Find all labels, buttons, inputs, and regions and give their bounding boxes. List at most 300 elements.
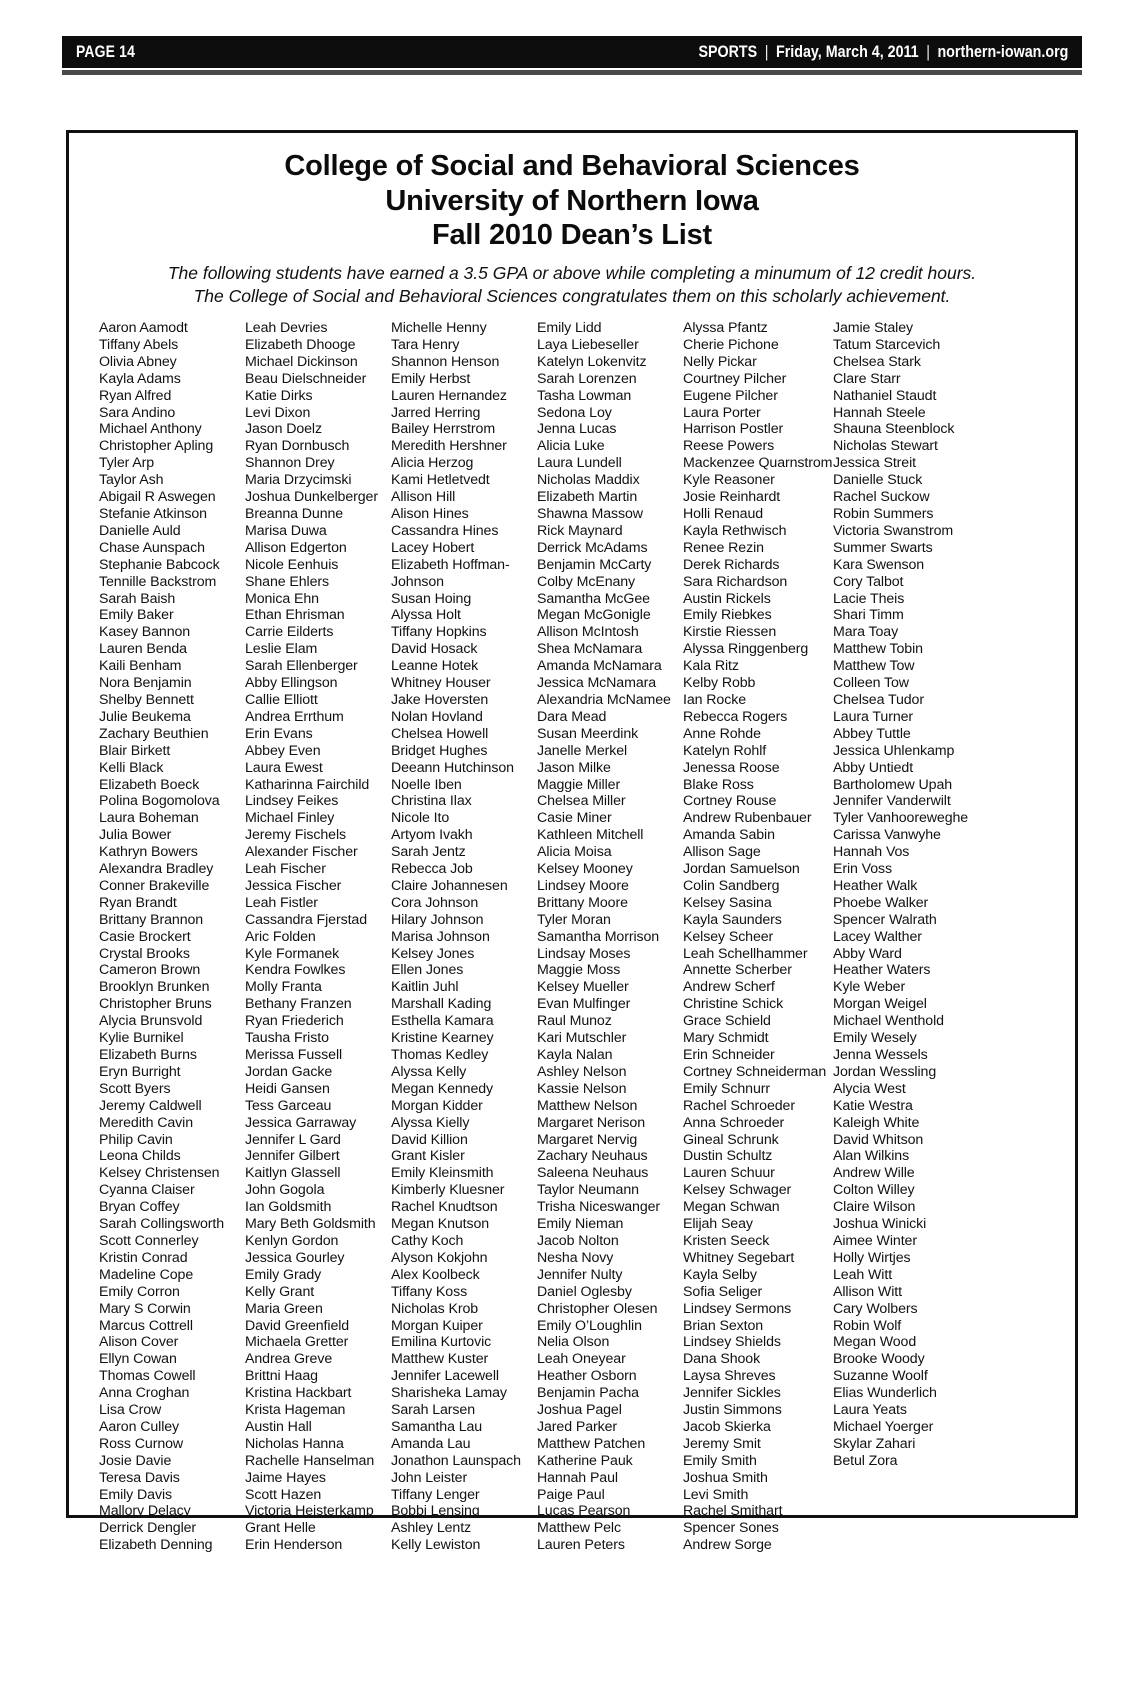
student-name: Kayla Adams <box>99 370 181 387</box>
student-name: Tausha Fristo <box>245 1030 329 1047</box>
student-name: Nora Benjamin <box>99 675 192 692</box>
student-name: Tiffany Abels <box>99 336 179 353</box>
student-name: Brittni Haag <box>245 1368 318 1385</box>
student-name: Robin Wolf <box>833 1317 902 1334</box>
student-name: Lacey Walther <box>833 928 922 945</box>
student-name: Emily Herbst <box>391 370 471 387</box>
student-name: Ellyn Cowan <box>99 1351 177 1368</box>
student-name: Michelle Henny <box>391 320 487 337</box>
student-name: Heather Waters <box>833 962 931 979</box>
student-name: Abbey Tuttle <box>833 725 911 742</box>
student-name: Deeann Hutchinson <box>391 759 514 776</box>
student-name: Abby Ellingson <box>245 675 338 692</box>
student-name: Jeremy Fischels <box>245 827 346 844</box>
student-name: Robin Summers <box>833 506 934 522</box>
student-name: Elizabeth Dhooge <box>245 336 356 353</box>
student-name: David Whitson <box>833 1131 924 1148</box>
student-name: Margaret Nervig <box>537 1131 638 1148</box>
student-name: Gineal Schrunk <box>683 1131 779 1148</box>
student-name: Ashley Nelson <box>537 1063 627 1080</box>
student-name: Rick Maynard <box>537 522 623 539</box>
student-name: Carissa Vanwyhe <box>833 827 941 844</box>
student-name: Kelsey Jones <box>391 945 475 962</box>
student-name: Emily Baker <box>99 607 174 624</box>
name-columns <box>81 320 1063 1554</box>
student-name: Kendra Fowlkes <box>245 962 346 979</box>
student-name: Laya Liebeseller <box>537 336 639 353</box>
student-name: Kristine Kearney <box>391 1030 494 1047</box>
student-name: Alycia Brunsvold <box>99 1013 203 1030</box>
student-name: Kari Mutschler <box>537 1030 627 1047</box>
student-name: Nelia Olson <box>537 1334 610 1351</box>
student-name: Julia Bower <box>99 827 172 844</box>
student-name: Shawna Massow <box>537 506 643 522</box>
student-name: Krista Hageman <box>245 1402 346 1419</box>
student-name: Sara Andino <box>99 404 176 421</box>
student-name: Allison Hill <box>391 489 456 506</box>
student-name: Allison Edgerton <box>245 539 347 556</box>
student-name: Paige Paul <box>537 1486 605 1503</box>
student-name: Kayla Selby <box>683 1266 757 1283</box>
student-name: Kristin Conrad <box>99 1249 188 1266</box>
student-name: Amanda Sabin <box>683 827 775 844</box>
student-name: Whitney Houser <box>391 675 491 692</box>
student-name: Andrew Sorge <box>683 1537 772 1554</box>
student-name: Eugene Pilcher <box>683 387 778 404</box>
student-name: Hannah Vos <box>833 844 910 861</box>
student-name: Maggie Miller <box>537 776 621 793</box>
student-name: Morgan Weigel <box>833 996 927 1013</box>
student-name: Leah Witt <box>833 1266 893 1283</box>
student-name: Jennifer Vanderwilt <box>833 793 951 810</box>
student-name: Nicole Ito <box>391 810 450 827</box>
student-name: Kathryn Bowers <box>99 844 198 861</box>
student-name: Meredith Cavin <box>99 1114 194 1131</box>
student-name: Casie Brockert <box>99 928 191 945</box>
student-name: Mackenzee Quarnstrom <box>683 455 833 472</box>
student-name: Ryan Dornbusch <box>245 438 350 455</box>
student-name: Kaitlyn Glassell <box>245 1165 341 1182</box>
student-name: Alicia Herzog <box>391 455 474 472</box>
student-name: Shannon Henson <box>391 353 500 370</box>
student-name: Emily O’Loughlin <box>537 1317 642 1334</box>
student-name: Lindsay Moses <box>537 945 631 962</box>
student-name: Sarah Collingsworth <box>99 1216 225 1233</box>
student-name: Aaron Culley <box>99 1418 180 1435</box>
student-name: Amanda McNamara <box>537 658 662 675</box>
student-name: Bobbi Lensing <box>391 1503 480 1520</box>
student-name: Laura Turner <box>833 708 914 725</box>
student-name: Jessica McNamara <box>537 675 657 692</box>
student-name: Betul Zora <box>833 1452 898 1469</box>
student-name: Rachelle Hanselman <box>245 1452 375 1469</box>
student-name: Kaili Benham <box>99 658 182 675</box>
student-name: Rebecca Job <box>391 861 473 878</box>
student-name: Harrison Postler <box>683 421 784 438</box>
masthead-rule <box>62 70 1082 75</box>
student-name: Artyom Ivakh <box>391 827 473 844</box>
student-name: Anna Schroeder <box>683 1114 785 1131</box>
student-name: Callie Elliott <box>245 691 318 708</box>
student-name: Allison McIntosh <box>537 624 639 641</box>
student-name: Lauren Peters <box>537 1537 625 1554</box>
student-name: Kelsey Schwager <box>683 1182 792 1199</box>
student-name: Blair Birkett <box>99 742 171 759</box>
student-name: Alycia West <box>833 1080 906 1097</box>
student-name: Alyssa Holt <box>391 607 461 624</box>
student-name: Emily Corron <box>99 1283 180 1300</box>
student-name: Joshua Dunkelberger <box>245 489 378 506</box>
student-name: Justin Simmons <box>683 1402 782 1419</box>
student-name: Whitney Segebart <box>683 1249 795 1266</box>
student-name: Lauren Benda <box>99 641 187 658</box>
student-name: Nicholas Maddix <box>537 472 640 489</box>
student-name: Cassandra Hines <box>391 522 499 539</box>
student-name: Crystal Brooks <box>99 945 190 962</box>
masthead-right-group <box>698 42 1068 62</box>
student-name: Bethany Franzen <box>245 996 352 1013</box>
student-name: Skylar Zahari <box>833 1435 916 1452</box>
student-name: Chase Aunspach <box>99 539 205 556</box>
student-name: Emily Lidd <box>537 320 602 337</box>
student-name: Mara Toay <box>833 624 899 641</box>
student-name: Elizabeth Hoffman-Johnson <box>391 556 510 590</box>
student-name: Claire Johannesen <box>391 877 508 894</box>
student-name: Erin Voss <box>833 861 893 878</box>
student-name: Austin Hall <box>245 1418 312 1435</box>
student-name: Jessica Streit <box>833 455 916 472</box>
student-name: Zachary Neuhaus <box>537 1148 648 1165</box>
student-name: Mary Beth Goldsmith <box>245 1216 376 1233</box>
student-name: Laura Yeats <box>833 1402 907 1419</box>
student-name: Ellen Jones <box>391 962 464 979</box>
student-name: Kyle Reasoner <box>683 472 775 489</box>
student-name: Nicholas Hanna <box>245 1435 344 1452</box>
name-column-1 <box>99 320 245 1554</box>
student-name: Stephanie Babcock <box>99 556 220 573</box>
student-name: Kimberly Kluesner <box>391 1182 505 1199</box>
student-name: Aric Folden <box>245 928 316 945</box>
student-name: Cortney Schneiderman <box>683 1063 827 1080</box>
student-name: Sofia Seliger <box>683 1283 763 1300</box>
student-name: Leah Schellhammer <box>683 945 808 962</box>
student-name: Cora Johnson <box>391 894 479 911</box>
student-name: Jordan Gacke <box>245 1063 333 1080</box>
student-name: Rachel Knudtson <box>391 1199 498 1216</box>
student-name: Nicholas Krob <box>391 1300 479 1317</box>
student-name: Grace Schield <box>683 1013 771 1030</box>
student-name: Spencer Sones <box>683 1520 779 1537</box>
student-name: Joshua Pagel <box>537 1402 622 1419</box>
student-name: Chelsea Tudor <box>833 691 924 708</box>
student-name: Chelsea Howell <box>391 725 489 742</box>
student-name: Austin Rickels <box>683 590 771 607</box>
student-name: Spencer Walrath <box>833 911 937 928</box>
student-name: Jamie Staley <box>833 320 914 337</box>
student-name: Cassandra Fjerstad <box>245 911 368 928</box>
student-name: Victoria Heisterkamp <box>245 1503 374 1520</box>
student-name: Raul Munoz <box>537 1013 612 1030</box>
name-column-5 <box>683 320 833 1554</box>
student-name: Lindsey Sermons <box>683 1300 792 1317</box>
student-name: Erin Evans <box>245 725 313 742</box>
student-name: Andrew Scherf <box>683 979 775 996</box>
student-name: Kelly Lewiston <box>391 1537 481 1554</box>
student-name: Conner Brakeville <box>99 877 210 894</box>
student-name: Ian Rocke <box>683 691 746 708</box>
student-name: Thomas Kedley <box>391 1047 489 1063</box>
student-name: Heather Walk <box>833 877 918 894</box>
student-name: Rachel Smithart <box>683 1503 783 1520</box>
student-name: Janelle Merkel <box>537 742 628 759</box>
student-name: Tiffany Hopkins <box>391 624 487 641</box>
student-name: Bailey Herrstrom <box>391 421 496 438</box>
student-name: Christine Schick <box>683 996 784 1013</box>
student-name: David Hosack <box>391 641 478 658</box>
student-name: Nicholas Stewart <box>833 438 938 455</box>
student-name: Cyanna Claiser <box>99 1182 195 1199</box>
student-name: Emily Kleinsmith <box>391 1165 494 1182</box>
student-name: Meredith Hershner <box>391 438 507 455</box>
student-name: Laura Ewest <box>245 759 323 776</box>
student-name: Allison Sage <box>683 844 761 861</box>
student-name: Jennifer Gilbert <box>245 1148 340 1165</box>
student-name: Tatum Starcevich <box>833 336 941 353</box>
student-name: Matthew Kuster <box>391 1351 489 1368</box>
student-name: Andrea Errthum <box>245 708 344 725</box>
student-name: Scott Hazen <box>245 1486 322 1503</box>
student-name: Brittany Moore <box>537 894 628 911</box>
student-name: Scott Byers <box>99 1080 171 1097</box>
student-name: Jonathon Launspach <box>391 1452 521 1469</box>
student-name: Benjamin McCarty <box>537 556 652 573</box>
student-name: Alyssa Kelly <box>391 1063 467 1080</box>
student-name: Lacie Theis <box>833 590 905 607</box>
student-name: Sarah Ellenberger <box>245 658 358 675</box>
student-name: Tara Henry <box>391 336 460 353</box>
student-name: Cory Talbot <box>833 573 904 590</box>
student-name: Elijah Seay <box>683 1216 753 1233</box>
student-name: Kristina Hackbart <box>245 1385 352 1402</box>
student-name: Joshua Winicki <box>833 1216 927 1233</box>
student-name: Amanda Lau <box>391 1435 471 1452</box>
student-name: Kaitlin Juhl <box>391 979 459 996</box>
student-name: Emily Smith <box>683 1452 757 1469</box>
student-name: Tasha Lowman <box>537 387 632 404</box>
student-name: Kayla Saunders <box>683 911 782 928</box>
issue-date-label: Friday, March 4, 2011 <box>775 42 919 61</box>
student-name: Rachel Schroeder <box>683 1097 795 1114</box>
student-name: Ryan Brandt <box>99 894 177 911</box>
student-name: Colin Sandberg <box>683 877 780 894</box>
student-name: Leah Fistler <box>245 894 318 911</box>
student-name: Courtney Pilcher <box>683 370 787 387</box>
student-name: Stefanie Atkinson <box>99 506 207 522</box>
student-name: Katelyn Lokenvitz <box>537 353 647 370</box>
student-name: Daniel Oglesby <box>537 1283 632 1300</box>
student-name: Nesha Novy <box>537 1249 614 1266</box>
student-name: Rachel Suckow <box>833 489 930 506</box>
student-name: Shari Timm <box>833 607 904 624</box>
student-name: Laura Porter <box>683 404 761 421</box>
masthead-separator-1: | <box>764 42 769 61</box>
student-name: Ryan Alfred <box>99 387 172 404</box>
student-name: Michael Yoerger <box>833 1418 934 1435</box>
student-name: Maria Drzycimski <box>245 472 352 489</box>
student-name: Christopher Apling <box>99 438 214 455</box>
student-name: Lauren Hernandez <box>391 387 507 404</box>
student-name: Ross Curnow <box>99 1435 184 1452</box>
student-name: Carrie Eilderts <box>245 624 334 641</box>
student-name: Alicia Luke <box>537 438 605 455</box>
student-name: Taylor Neumann <box>537 1182 639 1199</box>
student-name: Shannon Drey <box>245 455 335 472</box>
student-name: Kelsey Sasina <box>683 894 772 911</box>
student-name: Megan McGonigle <box>537 607 651 624</box>
student-name: Susan Meerdink <box>537 725 639 742</box>
student-name: Elizabeth Martin <box>537 489 638 506</box>
student-name: Kelsey Scheer <box>683 928 774 945</box>
student-name: David Greenfield <box>245 1317 350 1334</box>
student-name: Shane Ehlers <box>245 573 329 590</box>
student-name: Katie Westra <box>833 1097 913 1114</box>
student-name: Esthella Kamara <box>391 1013 494 1030</box>
student-name: Elias Wunderlich <box>833 1385 937 1402</box>
student-name: Christopher Olesen <box>537 1300 658 1317</box>
student-name: Susan Hoing <box>391 590 472 607</box>
student-name: Claire Wilson <box>833 1199 916 1216</box>
student-name: Kenlyn Gordon <box>245 1232 339 1249</box>
student-name: Beau Dielschneider <box>245 370 367 387</box>
student-name: Abbey Even <box>245 742 321 759</box>
masthead-bar <box>62 36 1082 68</box>
student-name: Megan Kennedy <box>391 1080 494 1097</box>
student-name: Allison Witt <box>833 1283 902 1300</box>
student-name: Matthew Tow <box>833 658 915 675</box>
student-name: Alyssa Ringgenberg <box>683 641 809 658</box>
student-name: Samantha Lau <box>391 1418 483 1435</box>
student-name: Holli Renaud <box>683 506 764 522</box>
student-name: Dana Shook <box>683 1351 761 1368</box>
student-name: Cathy Koch <box>391 1232 464 1249</box>
student-name: Jennifer Lacewell <box>391 1368 499 1385</box>
student-name: Jennifer Nulty <box>537 1266 623 1283</box>
student-name: Dustin Schultz <box>683 1148 773 1165</box>
student-name: Jennifer L Gard <box>245 1131 341 1148</box>
student-name: Scott Connerley <box>99 1232 199 1249</box>
student-name: Alyssa Pfantz <box>683 320 768 337</box>
student-name: Brooke Woody <box>833 1351 925 1368</box>
student-name: Jennifer Sickles <box>683 1385 781 1402</box>
student-name: Kara Swenson <box>833 556 925 573</box>
student-name: Suzanne Woolf <box>833 1368 928 1385</box>
student-name: Hannah Paul <box>537 1469 618 1486</box>
student-name: Ryan Friederich <box>245 1013 344 1030</box>
student-name: Alison Cover <box>99 1334 179 1351</box>
student-name: Reese Powers <box>683 438 775 455</box>
student-name: Kayla Nalan <box>537 1047 613 1063</box>
student-name: Samantha Morrison <box>537 928 660 945</box>
student-name: David Killion <box>391 1131 468 1148</box>
student-name: Emily Nieman <box>537 1216 624 1233</box>
student-name: Kathleen Mitchell <box>537 827 644 844</box>
student-name: Sedona Loy <box>537 404 612 421</box>
section-label: SPORTS <box>698 42 757 61</box>
subtitle-line-2: The College of Social and Behavioral Sciences congratulates them on this scholarly achievement. <box>193 285 951 306</box>
student-name: Danielle Auld <box>99 522 181 539</box>
student-name: Derek Richards <box>683 556 780 573</box>
student-name: Jenessa Roose <box>683 759 780 776</box>
student-name: Marisa Duwa <box>245 522 327 539</box>
student-name: Philip Cavin <box>99 1131 173 1148</box>
student-name: Sarah Jentz <box>391 844 466 861</box>
student-name: Dara Mead <box>537 708 607 725</box>
student-name: Cameron Brown <box>99 962 201 979</box>
student-name: Jeremy Caldwell <box>99 1097 202 1114</box>
student-name: Leanne Hotek <box>391 658 479 675</box>
student-name: Mary S Corwin <box>99 1300 191 1317</box>
student-name: Emily Wesely <box>833 1030 917 1047</box>
student-name: Andrew Rubenbauer <box>683 810 812 827</box>
student-name: Emily Davis <box>99 1486 172 1503</box>
student-name: Margaret Nerison <box>537 1114 645 1131</box>
student-name: Alyson Kokjohn <box>391 1249 488 1266</box>
student-name: Erin Henderson <box>245 1537 343 1554</box>
student-name: Shea McNamara <box>537 641 643 658</box>
student-name: Mallory Delacy <box>99 1503 191 1520</box>
student-name: Olivia Abney <box>99 353 177 370</box>
student-name: Jared Parker <box>537 1418 618 1435</box>
student-name: Morgan Kidder <box>391 1097 483 1114</box>
student-name: Jessica Gourley <box>245 1249 345 1266</box>
student-name: Samantha McGee <box>537 590 650 607</box>
student-name: Matthew Tobin <box>833 641 923 658</box>
website-label: northern-iowan.org <box>937 42 1068 61</box>
student-name: Michael Wenthold <box>833 1013 944 1030</box>
student-name: Heather Osborn <box>537 1368 637 1385</box>
student-name: Abby Untiedt <box>833 759 914 776</box>
student-name: Nolan Hovland <box>391 708 483 725</box>
student-name: Brooklyn Brunken <box>99 979 210 996</box>
student-name: Grant Kisler <box>391 1148 465 1165</box>
student-name: Jessica Garraway <box>245 1114 357 1131</box>
student-name: Jake Hoversten <box>391 691 489 708</box>
student-name: Levi Smith <box>683 1486 749 1503</box>
student-name: Kelsey Mooney <box>537 861 633 878</box>
student-name: Clare Starr <box>833 370 901 387</box>
student-name: Madeline Cope <box>99 1266 194 1283</box>
masthead-separator-2: | <box>925 42 930 61</box>
student-name: Josie Davie <box>99 1452 172 1469</box>
student-name: Alicia Moisa <box>537 844 612 861</box>
student-name: Emily Riebkes <box>683 607 772 624</box>
student-name: Jeremy Smit <box>683 1435 761 1452</box>
student-name: Jaime Hayes <box>245 1469 326 1486</box>
student-name: Jordan Wessling <box>833 1063 937 1080</box>
student-name: Colleen Tow <box>833 675 909 692</box>
student-name: Megan Wood <box>833 1334 917 1351</box>
student-name: Katherine Pauk <box>537 1452 633 1469</box>
student-name: Emily Grady <box>245 1266 322 1283</box>
student-name: Sarah Larsen <box>391 1402 475 1419</box>
student-name: Laysa Shreves <box>683 1368 776 1385</box>
student-name: Marshall Kading <box>391 996 492 1013</box>
student-name: Kyle Weber <box>833 979 906 996</box>
student-name: Kaleigh White <box>833 1114 920 1131</box>
student-name: Tess Garceau <box>245 1097 332 1114</box>
student-name: Cary Wolbers <box>833 1300 918 1317</box>
student-name: Maggie Moss <box>537 962 621 979</box>
